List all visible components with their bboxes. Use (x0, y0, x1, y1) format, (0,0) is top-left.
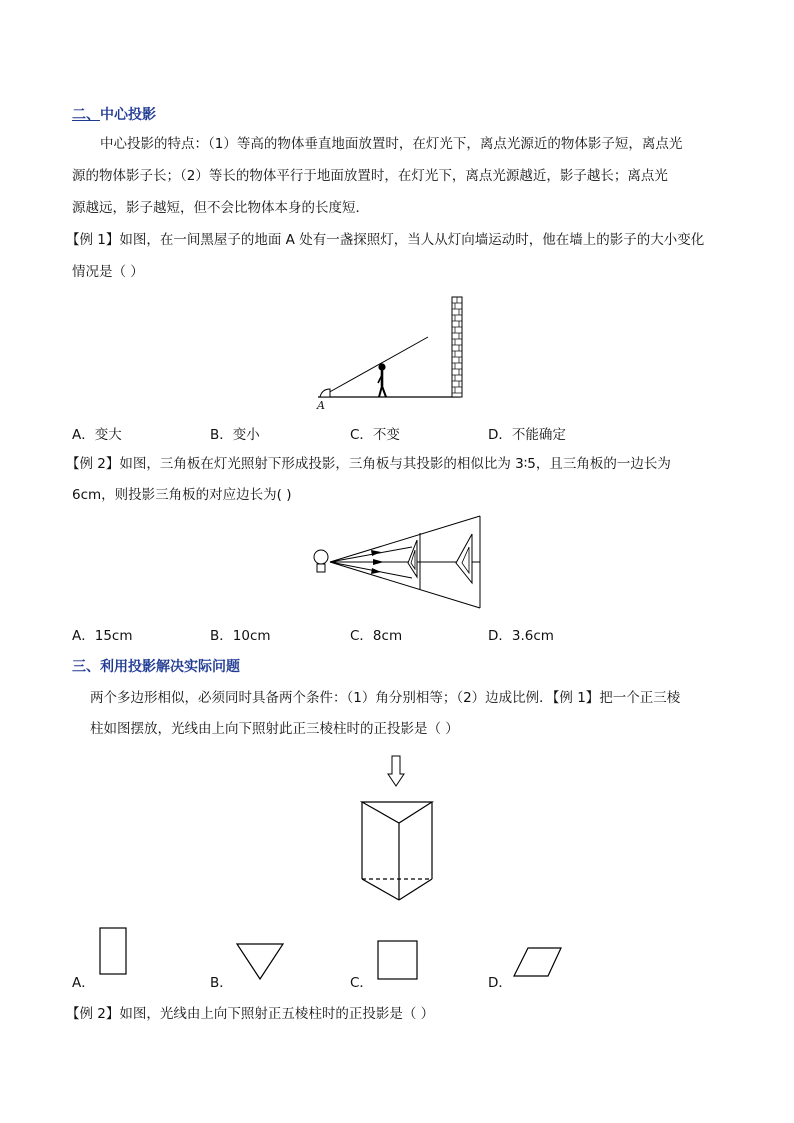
example1-option-b: B．变小 (210, 427, 260, 443)
example2-question-line-1: 【例 2】如图，三角板在灯光照射下形成投影，三角板与其投影的相似比为 3∶5，且三角板的一边长为 (66, 456, 671, 472)
example2-option-b: B．10cm (210, 628, 271, 644)
example1-option-c: C．不变 (350, 427, 400, 443)
section2-number: 二、 (72, 107, 100, 123)
section3-option-b: B． (210, 975, 233, 991)
example1-option-d: D．不能确定 (488, 427, 566, 443)
section2-intro-line-3: 源越远，影子越短，但不会比物体本身的长度短． (72, 200, 369, 216)
section2-intro-line-1: 中心投影的特点：（1）等高的物体垂直地面放置时，在灯光下，离点光源近的物体影子短，离点光 (100, 136, 683, 152)
option-c-square (378, 941, 417, 979)
example1-question-line-2: 情况是（ ） (72, 264, 144, 280)
section3-option-a: A． (72, 975, 95, 991)
example2b-question: 【例 2】如图，光线由上向下照射正五棱柱时的正投影是（ ） (66, 1006, 435, 1022)
option-b-triangle (237, 944, 283, 979)
example1-option-a: A．变大 (72, 427, 122, 443)
section2-title: 中心投影 (100, 107, 156, 123)
example1-question-line-1: 【例 1】如图，在一间黑屋子的地面 A 处有一盏探照灯，当人从灯向墙运动时，他在墙上的影子的大小变化 (66, 232, 705, 248)
section2-intro-line-2: 源的物体影子长；（2）等长的物体平行于地面放置时，在灯光下，离点光源越近，影子越长；离点光 (72, 168, 668, 184)
section3-option-c: C． (350, 975, 373, 991)
section3-option-d: D． (488, 975, 512, 991)
example2-question-line-2: 6cm，则投影三角板的对应边长为( ) (72, 487, 292, 503)
example2-option-d: D．3.6cm (488, 628, 554, 644)
section3-heading: 三、利用投影解决实际问题 (72, 659, 240, 675)
option-d-parallelogram (514, 948, 561, 976)
example2-option-a: A．15cm (72, 628, 133, 644)
section3-intro-line-1: 两个多边形相似，必须同时具备两个条件：（1）角分别相等；（2）边成比例．【例 1】把一个正三棱 (90, 690, 681, 706)
figure-label-a: A (317, 399, 325, 412)
section3-intro-line-2: 柱如图摆放，光线由上向下照射此正三棱柱时的正投影是（ ） (90, 721, 459, 737)
example2-option-c: C．8cm (350, 628, 403, 644)
option-a-rectangle (100, 928, 126, 974)
